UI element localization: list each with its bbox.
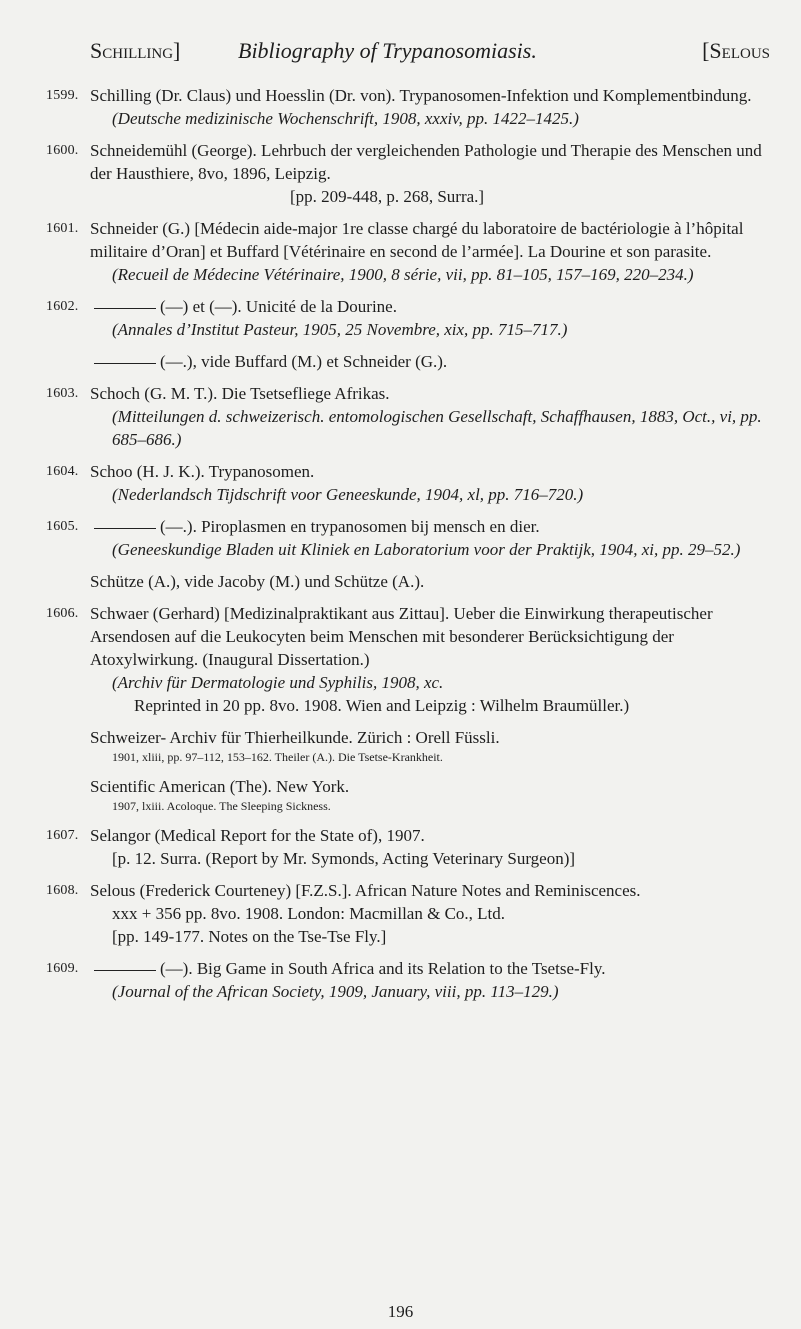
journal-heading bbox=[46, 726, 776, 766]
header-right: [Selous bbox=[702, 38, 770, 63]
entry-citation: (—.), vide Buffard (M.) et Schneider (G.). bbox=[90, 350, 776, 373]
entry-1606 bbox=[46, 602, 776, 717]
journal-article: 1901, xliii, pp. 97–112, 153–162. Theiler (A.). Die Tsetse-Krankheit. bbox=[112, 750, 443, 764]
cross-reference bbox=[46, 570, 776, 593]
entry-number: 1605. bbox=[46, 519, 79, 534]
entry-citation: Selous (Frederick Courteney) [F.Z.S.]. African Nature Notes and Reminiscences. bbox=[90, 881, 641, 900]
entry-number: 1606. bbox=[46, 606, 79, 621]
ditto-rule bbox=[94, 970, 156, 971]
entry-1601 bbox=[46, 217, 776, 286]
entry-citation: Schoch (G. M. T.). Die Tsetsefliege Afrikas. bbox=[90, 384, 390, 403]
entry-1604 bbox=[46, 460, 776, 506]
entry-source: (Geneeskundige Bladen uit Kliniek en Laboratorium voor der Praktijk, 1904, xi, pp. 29–52.) bbox=[112, 540, 741, 559]
entry-number: 1604. bbox=[46, 464, 79, 479]
entry-number: 1601. bbox=[46, 221, 79, 236]
entry-citation: Schneidemühl (George). Lehrbuch der vergleichenden Pathologie und Therapie des Menschen und der Hausthiere, 8vo, 1896, Leipzig. bbox=[90, 141, 762, 183]
entry-1602 bbox=[46, 295, 776, 341]
entry-source: (Annales d’Institut Pasteur, 1905, 25 Novembre, xix, pp. 715–717.) bbox=[112, 320, 568, 339]
journal-title: Scientific American (The). New York. bbox=[90, 777, 350, 796]
entry-citation: (—). Big Game in South Africa and its Relation to the Tsetse-Fly. bbox=[90, 957, 776, 980]
entry-1600 bbox=[46, 139, 776, 208]
entry-1605 bbox=[46, 515, 776, 561]
entry-1608 bbox=[46, 879, 776, 948]
entry-citation: (—) et (—). Unicité de la Dourine. bbox=[90, 295, 776, 318]
ditto-rule bbox=[94, 363, 156, 364]
header-left: Schilling] bbox=[90, 38, 181, 63]
entry-1607 bbox=[46, 824, 776, 870]
entry-number: 1607. bbox=[46, 828, 79, 843]
entry-citation: Schütze (A.), vide Jacoby (M.) und Schütze (A.). bbox=[90, 572, 425, 591]
entry-1603 bbox=[46, 382, 776, 451]
entry-number: 1609. bbox=[46, 961, 79, 976]
entry-source: (Nederlandsch Tijdschrift voor Geneeskunde, 1904, xl, pp. 716–720.) bbox=[112, 485, 584, 504]
running-header bbox=[90, 38, 770, 70]
bibliography-entries bbox=[46, 84, 776, 1012]
entry-source: (Archiv für Dermatologie und Syphilis, 1908, xc. bbox=[112, 673, 444, 692]
journal-title: Schweizer- Archiv für Thierheilkunde. Zürich : Orell Füssli. bbox=[90, 728, 500, 747]
entry-reprint: Reprinted in 20 pp. 8vo. 1908. Wien and Leipzig : Wilhelm Braumüller.) bbox=[134, 696, 630, 715]
entry-number: 1603. bbox=[46, 386, 79, 401]
entry-source: (Recueil de Médecine Vétérinaire, 1900, 8 série, vii, pp. 81–105, 157–169, 220–234.) bbox=[112, 265, 694, 284]
entry-1599 bbox=[46, 84, 776, 130]
entry-note: [pp. 149-177. Notes on the Tse-Tse Fly.] bbox=[112, 927, 387, 946]
entry-citation: (—.). Piroplasmen en trypanosomen bij mensch en dier. bbox=[90, 515, 776, 538]
entry-number: 1608. bbox=[46, 883, 79, 898]
entry-number: 1599. bbox=[46, 88, 79, 103]
page-number: 196 bbox=[387, 1302, 414, 1321]
header-title: Bibliography of Trypanosomiasis. bbox=[238, 38, 537, 63]
entry-citation: Selangor (Medical Report for the State of), 1907. bbox=[90, 826, 425, 845]
ditto-rule bbox=[94, 528, 156, 529]
entry-citation: Schwaer (Gerhard) [Medizinalpraktikant aus Zittau]. Ueber die Einwirkung therapeutischer Arsendosen auf die Leukocyten beim Menschen mit besonderer Berücksichtigung der Atoxylwirkung. (Inaugural Dissertation.) bbox=[90, 604, 713, 669]
journal-article: 1907, lxiii. Acoloque. The Sleeping Sickness. bbox=[112, 799, 331, 813]
entry-1609 bbox=[46, 957, 776, 1003]
entry-source: (Deutsche medizinische Wochenschrift, 1908, xxxiv, pp. 1422–1425.) bbox=[112, 109, 579, 128]
cross-reference bbox=[46, 350, 776, 373]
entry-citation: Schoo (H. J. K.). Trypanosomen. bbox=[90, 462, 315, 481]
entry-source: (Mitteilungen d. schweizerisch. entomologischen Gesellschaft, Schaffhausen, 1883, Oct., vi, pp. 685–686.) bbox=[112, 407, 762, 449]
entry-note: [pp. 209-448, p. 268, Surra.] bbox=[290, 187, 485, 206]
entry-note: [p. 12. Surra. (Report by Mr. Symonds, Acting Veterinary Surgeon)] bbox=[112, 849, 576, 868]
entry-citation: Schilling (Dr. Claus) und Hoesslin (Dr. von). Trypanosomen-Infektion und Komplementbindung. bbox=[90, 86, 752, 105]
ditto-rule bbox=[94, 308, 156, 309]
entry-number: 1602. bbox=[46, 299, 79, 314]
entry-citation: Schneider (G.) [Médecin aide-major 1re classe chargé du laboratoire de bactériologie à l’hôpital militaire d’Oran] et Buffard [Vétérinaire en second de l’armée]. La Dourine et son parasite. bbox=[90, 219, 744, 261]
journal-heading bbox=[46, 775, 776, 815]
entry-number: 1600. bbox=[46, 143, 79, 158]
entry-source: (Journal of the African Society, 1909, January, viii, pp. 113–129.) bbox=[112, 982, 559, 1001]
entry-imprint: xxx + 356 pp. 8vo. 1908. London: Macmillan & Co., Ltd. bbox=[112, 904, 506, 923]
